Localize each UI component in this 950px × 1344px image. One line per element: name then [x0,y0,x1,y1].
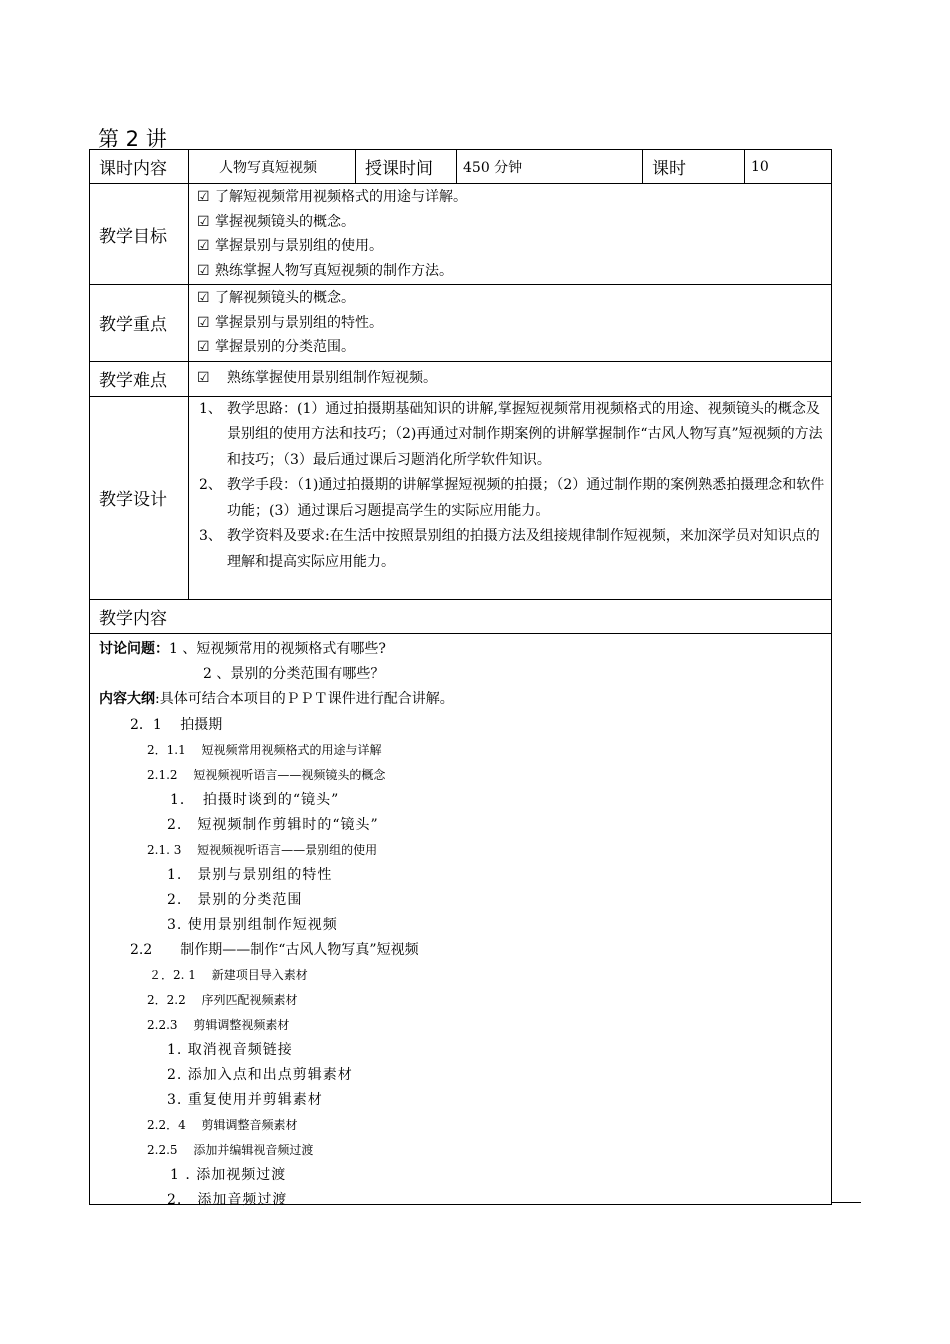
content-body [90,633,832,1208]
design-row [90,396,832,599]
time-value: 450 分钟 [457,150,643,184]
key-point-item: ☑ 掌握景别的分类范围。 [197,335,831,360]
key-point-item: ☑ 掌握景别与景别组的特性。 [197,311,831,336]
outline-subsection: 2．2.2 序列匹配视频素材 [147,992,298,1007]
key-points-label: 教学重点 [90,285,189,362]
difficulties-label: 教学难点 [90,361,189,396]
outline-item: 1. 取消视音频链接 [167,1041,293,1058]
key-point-item: ☑ 了解视频镜头的概念。 [197,286,831,311]
difficulties-list [189,361,832,396]
design-label: 教学设计 [90,396,189,599]
outline-subsection: 2.1. 3 短视频视听语言——景别组的使用 [147,842,378,857]
design-list [189,396,832,599]
outline-subsection: 2.2．4 剪辑调整音频素材 [147,1117,298,1132]
checkbox-icon: ☑ [197,290,210,306]
objective-item: ☑ 了解短视频常用视频格式的用途与详解。 [197,185,831,210]
discussion-line: 讨论问题：1 、短视频常用的视频格式有哪些? [99,640,386,657]
outline-subsection: ２．2. 1 新建项目导入素材 [149,967,308,982]
hours-value: 10 [745,150,832,184]
checkbox-icon: ☑ [197,339,210,355]
checkbox-icon: ☑ [197,314,210,331]
objectives-list [189,184,832,285]
outline-item: 1 . 添加视频过渡 [170,1166,287,1183]
outline-item: 2. 添加音频过渡 [167,1191,288,1208]
checkbox-icon: ☑ [197,262,210,279]
outline-item: 2. 短视频制作剪辑时的“镜头” [167,816,379,833]
outline-item: 1. 景别与景别组的特性 [167,866,333,883]
content-value: 人物写真短视频 [189,150,356,184]
checkbox-icon: ☑ [197,238,210,254]
content-row [90,633,832,1204]
outline-item: 2. 添加入点和出点剪辑素材 [167,1066,353,1083]
objective-item: ☑ 掌握视频镜头的概念。 [197,210,831,235]
difficulty-item: ☑ 熟练掌握使用景别组制作短视频。 [197,366,831,391]
outline-subsection: 2.2.5 添加并编辑视音频过渡 [147,1142,314,1157]
checkbox-icon: ☑ [197,189,210,205]
design-item: 2、 教学手段：（1)通过拍摄期的讲解掌握短视频的拍摄；（2）通过制作期的案例熟悉拍摄理念和软件功能；(3）通过课后习题提高学生的实际应用能力。 [199,477,825,519]
header-row [90,150,832,184]
outline-item: 3. 使用景别组制作短视频 [167,916,338,933]
design-item: 3、 教学资料及要求:在生活中按照景别组的拍摄方法及组接规律制作短视频，来加深学员对知识点的理解和提高实际应用能力。 [199,528,820,571]
discussion-question: 2 、景别的分类范围有哪些？ [203,665,385,682]
design-item: 1、 教学思路：(1）通过拍摄期基础知识的讲解,掌握短视频常用视频格式的用途、视频镜头的概念及景别组的使用方法和技巧；（2)再通过对制作期案例的讲解掌握制作“古风人物写真”短视频的方法和技巧；（3）最后通过课后习题消化所学软件知识。 [199,400,823,468]
key-points-list [189,285,832,362]
outline-item: 3. 重复使用并剪辑素材 [167,1091,323,1108]
outline-subsection: 2．1.1 短视频常用视频格式的用途与详解 [147,742,382,757]
outline-item: 2. 景别的分类范围 [167,891,303,908]
objective-item: ☑ 掌握景别与景别组的使用。 [197,234,831,259]
lecture-title: 第 2 讲 [98,127,167,151]
objectives-row [90,184,832,285]
checkbox-icon: ☑ [197,370,210,387]
checkbox-icon: ☑ [197,213,210,230]
outline-subsection: 2.2.3 剪辑调整视频素材 [147,1017,290,1032]
outline-item: 1． 拍摄时谈到的“镜头” [170,791,340,808]
content-label: 课时内容 [90,150,189,184]
objective-item: ☑ 熟练掌握人物写真短视频的制作方法。 [197,259,831,284]
difficulties-row [90,361,832,396]
outline-subsection: 2.1.2 短视频视听语言——视频镜头的概念 [147,767,386,782]
hours-label: 课时 [643,150,745,184]
key-points-row [90,285,832,362]
outline-line: 内容大纲:具体可结合本项目的ＰＰＴ课件进行配合讲解。 [99,690,454,707]
outline-section: 2．1 拍摄期 [130,716,223,733]
trailing-rule [831,1202,861,1203]
lesson-plan-table [89,149,832,1208]
time-label: 授课时间 [356,150,457,184]
outline-section: 2.2 制作期——制作“古风人物写真”短视频 [130,941,419,958]
objectives-label: 教学目标 [90,184,189,285]
teaching-content-row [90,599,832,633]
teaching-content-label: 教学内容 [90,599,832,633]
